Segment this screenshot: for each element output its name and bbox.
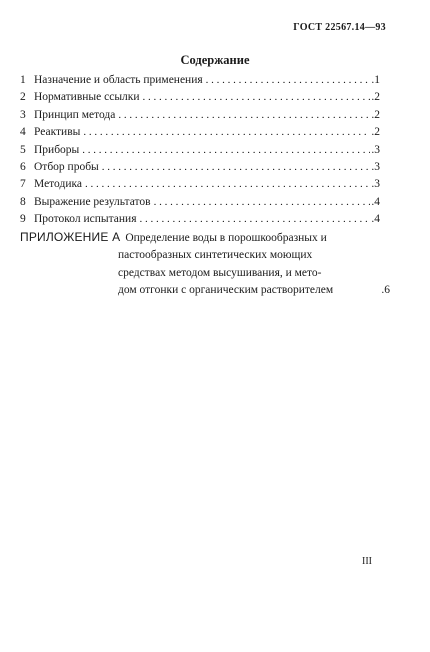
toc-item-page: .4 bbox=[371, 213, 380, 226]
toc-item[interactable] bbox=[20, 178, 380, 195]
toc-item[interactable] bbox=[20, 74, 380, 91]
toc-item[interactable] bbox=[20, 126, 380, 143]
appendix-page: .6 bbox=[381, 284, 390, 297]
toc-item[interactable] bbox=[20, 196, 380, 213]
dot-leader bbox=[154, 196, 371, 208]
toc-item-page: .3 bbox=[371, 143, 380, 156]
toc-item[interactable] bbox=[20, 91, 380, 108]
toc-item-page: .3 bbox=[371, 160, 380, 173]
dot-leader bbox=[118, 109, 370, 121]
toc-item[interactable] bbox=[20, 144, 380, 161]
toc-item-label: Реактивы bbox=[34, 126, 81, 139]
toc-item-label: Нормативные ссылки bbox=[34, 91, 140, 104]
toc-item-number: 6 bbox=[20, 160, 26, 173]
toc-item[interactable] bbox=[20, 213, 380, 230]
toc-item-label: Методика bbox=[34, 178, 82, 191]
toc-title: Содержание bbox=[180, 53, 250, 67]
toc-item-number: 3 bbox=[20, 108, 26, 121]
toc-item-page: .2 bbox=[371, 91, 380, 104]
toc-item-label: Отбор пробы bbox=[34, 160, 99, 173]
dot-leader bbox=[143, 91, 371, 103]
toc-item-page: .4 bbox=[371, 195, 380, 208]
dot-leader bbox=[82, 144, 370, 156]
toc-item-label: Принцип метода bbox=[34, 108, 116, 121]
toc-item-number: 5 bbox=[20, 143, 26, 156]
toc-item-page: .1 bbox=[371, 74, 380, 86]
dot-leader bbox=[83, 126, 370, 138]
toc-item-number: 1 bbox=[20, 74, 26, 86]
toc-item-label: Приборы bbox=[34, 143, 80, 156]
toc-item-number: 8 bbox=[20, 195, 26, 208]
appendix-title-line: средствах методом высушивания, и мето- bbox=[118, 266, 322, 279]
toc-item-page: .2 bbox=[371, 126, 380, 139]
toc-item-page: .3 bbox=[371, 178, 380, 191]
dot-leader bbox=[102, 161, 371, 173]
toc-appendix-entry[interactable] bbox=[20, 229, 390, 300]
appendix-title-line: пастообразных синтетических моющих bbox=[118, 249, 313, 262]
toc-list bbox=[20, 74, 380, 231]
toc-item-number: 9 bbox=[20, 213, 26, 226]
appendix-title-line: Определение воды в порошкообразных и bbox=[125, 232, 327, 244]
toc-item-number: 2 bbox=[20, 91, 26, 104]
toc-item-page: .2 bbox=[371, 108, 380, 121]
appendix-title-line: дом отгонки с органическим растворителем bbox=[118, 284, 334, 297]
toc-item[interactable] bbox=[20, 109, 380, 126]
toc-item-label: Выражение результатов bbox=[34, 195, 151, 208]
toc-item-label: Протокол испытания bbox=[34, 213, 137, 226]
toc-item[interactable] bbox=[20, 161, 380, 178]
standard-id: ГОСТ 22567.14—93 bbox=[293, 22, 386, 33]
page-number: III bbox=[362, 556, 372, 567]
dot-leader bbox=[206, 74, 371, 86]
dot-leader bbox=[140, 213, 371, 225]
toc-item-number: 7 bbox=[20, 178, 26, 191]
toc-item-label: Назначение и область применения bbox=[34, 74, 203, 86]
appendix-label: ПРИЛОЖЕНИЕ А bbox=[20, 230, 121, 244]
toc-item-number: 4 bbox=[20, 126, 26, 139]
dot-leader bbox=[85, 178, 370, 190]
